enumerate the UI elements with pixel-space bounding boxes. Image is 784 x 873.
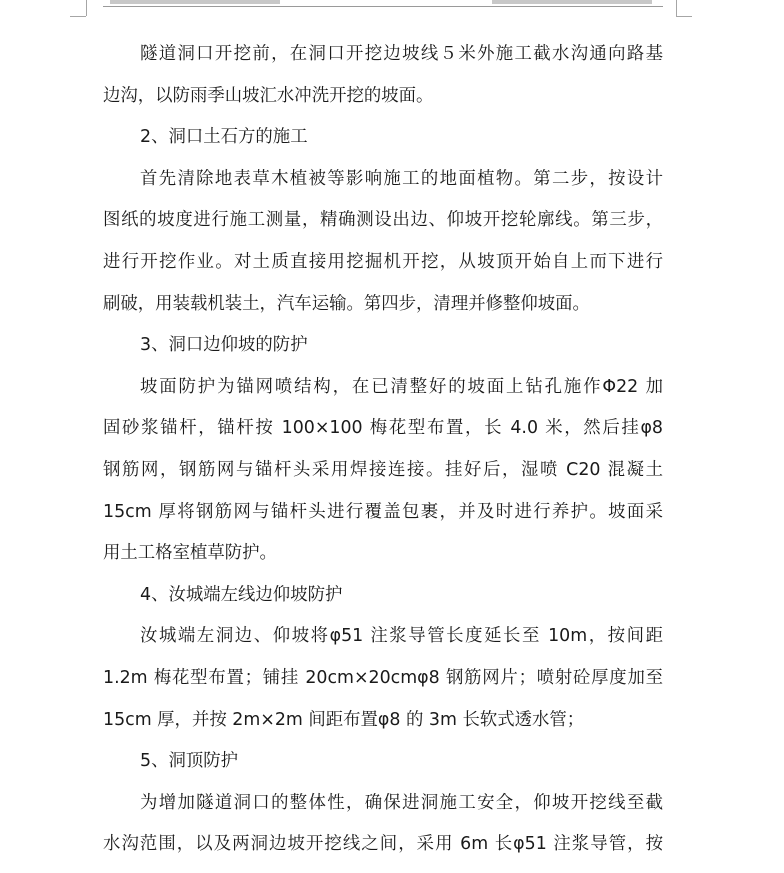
paragraph-line: 刷破，用装载机装土，汽车运输。第四步，清理并修整仰坡面。 [103,293,590,314]
paragraph-line: 水沟范围，以及两洞边坡开挖线之间，采用 6m 长φ51 注浆导管，按 [103,834,663,855]
paragraph-line: 固砂浆锚杆，锚杆按 100×100 梅花型布置，长 4.0 米，然后挂φ8 [103,418,663,439]
document-body [103,34,663,866]
paragraph-line: 用土工格室植草防护。 [103,543,277,564]
paragraph-line: 1.2m 梅花型布置；铺挂 20cm×20cmφ8 钢筋网片；喷射砼厚度加至 [103,667,663,688]
margin-corner-mark-left [86,0,87,16]
paragraph-line: 坡面防护为锚网喷结构，在已清整好的坡面上钻孔施作Φ22 加 [140,376,663,397]
margin-corner-mark-left-h [70,16,86,17]
section-heading: 2、洞口土石方的施工 [140,127,308,148]
header-text-fragment-left [110,0,280,4]
section-heading: 4、汝城端左线边仰坡防护 [140,584,343,605]
margin-corner-mark-right-h [676,16,692,17]
margin-corner-mark-right [676,0,677,16]
paragraph-line: 钢筋网，钢筋网与锚杆头采用焊接连接。挂好后，湿喷 C20 混凝土 [103,459,663,480]
section-heading: 3、洞口边仰坡的防护 [140,335,308,356]
header-text-fragment-right [492,0,652,4]
section-heading: 5、洞顶防护 [140,751,239,772]
paragraph-line: 15cm 厚将钢筋网与锚杆头进行覆盖包裹，并及时进行养护。坡面采 [103,501,663,522]
paragraph-line: 汝城端左洞边、仰坡将φ51 注浆导管长度延长至 10m，按间距 [140,626,663,647]
paragraph-line: 隧道洞口开挖前，在洞口开挖边坡线５米外施工截水沟通向路基 [140,44,663,64]
paragraph-line: 进行开挖作业。对土质直接用挖掘机开挖，从坡顶开始自上而下进行 [103,251,663,272]
paragraph-line: 图纸的坡度进行施工测量，精确测设出边、仰坡开挖轮廓线。第三步， [103,210,663,231]
paragraph-line: 为增加隧道洞口的整体性，确保进洞施工安全，仰坡开挖线至截 [140,792,663,813]
paragraph-line: 15cm 厚，并按 2m×2m 间距布置φ8 的 3m 长软式透水管； [103,709,585,730]
paragraph-line: 首先清除地表草木植被等影响施工的地面植物。第二步，按设计 [140,168,663,189]
paragraph-line: 边沟，以防雨季山坡汇水冲洗开挖的坡面。 [103,85,434,106]
